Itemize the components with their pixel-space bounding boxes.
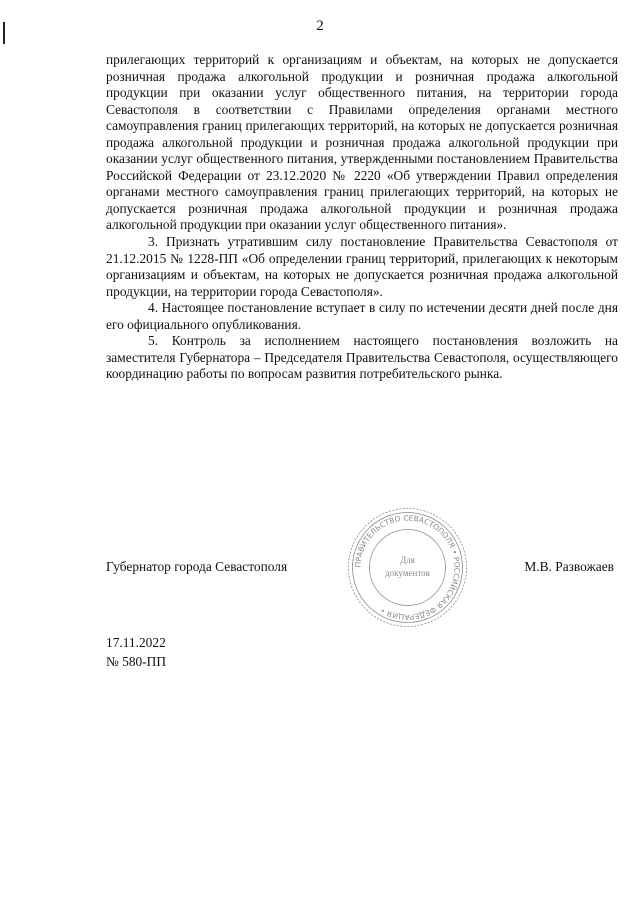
paragraph-item-4: 4. Настоящее постановление вступает в силу по истечении десяти дней после дня его официального опубликования. — [106, 300, 618, 332]
seal-center-text-1: Для — [400, 555, 415, 565]
signer-title: Губернатор города Севастополя — [106, 559, 288, 574]
signer-name: М.В. Развожаев — [524, 559, 614, 574]
paragraph-item-3: 3. Признать утратившим силу постановление Правительства Севастополя от 21.12.2015 № 1228-ПП «Об определении границ территорий, прилегающих к некоторым организациям и объектам, на которых не допускается розничная продажа алкогольной продукции, на территории города Севастополя». — [106, 234, 618, 299]
document-body — [106, 52, 618, 383]
seal-ring-text: ПРАВИТЕЛЬСТВО СЕВАСТОПОЛЯ • РОССИЙСКАЯ ФЕДЕРАЦИЯ • — [353, 513, 462, 622]
document-number: № 580-ПП — [106, 654, 167, 669]
document-date: 17.11.2022 — [106, 635, 166, 650]
seal-center-text-2: документов — [385, 568, 430, 578]
page-number: 2 — [316, 18, 324, 34]
official-seal — [345, 505, 470, 630]
paragraph-item-5: 5. Контроль за исполнением настоящего постановления возложить на заместителя Губернатора – Председателя Правительства Севастополя, осуществляющего координацию работы по вопросам развития потребительского рынка. — [106, 333, 618, 382]
paragraph-continuation: прилегающих территорий к организациям и объектам, на которых не допускается розничная продажа алкогольной продукции и розничная продажа алкогольной продукции при оказании услуг общественного питания, на территории города Севастополя в соответствии с Правилами определения органами местного самоуправления границ прилегающих территорий, на которых не допускается розничная продажа алкогольной продукции и розничная продажа алкогольной продукции при оказании услуг общественного питания, утвержденными постановлением Правительства Российской Федерации от 23.12.2020 № 2220 «Об утверждении Правил определения органами местного самоуправления границ прилегающих территорий, на которых не допускается розничная продажа алкогольной продукции и розничная продажа алкогольной продукции при оказании услуг общественного питания». — [106, 52, 618, 233]
